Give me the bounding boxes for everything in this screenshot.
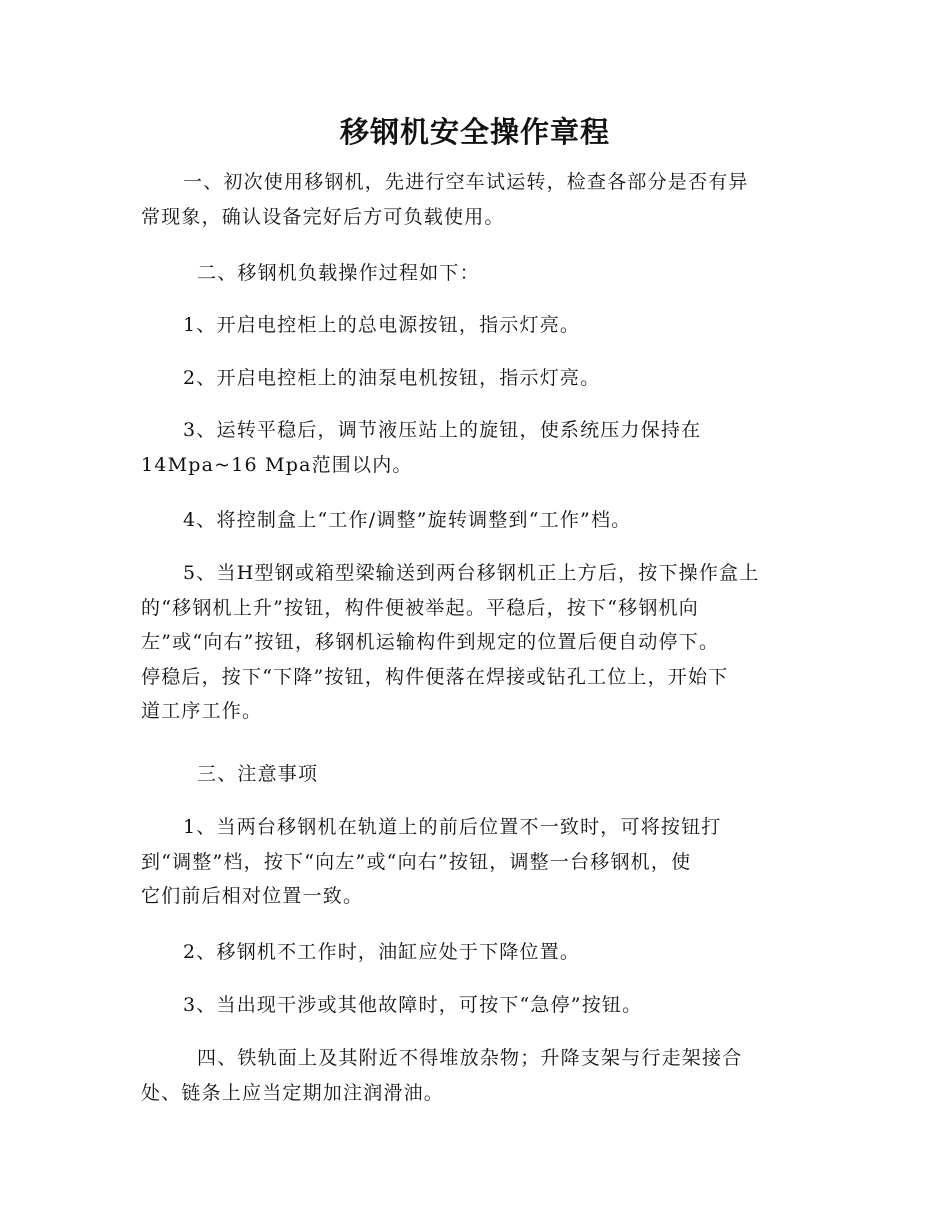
paragraph-12 [141,1041,813,1110]
paragraph-line: 停稳后，按下“下降”按钮，构件便落在焊接或钻孔工位上，开始下 [141,665,729,688]
paragraph-9 [141,810,813,914]
paragraph-line: 3、运转平稳后，调节液压站上的旋钮，使系统压力保持在 [183,419,702,441]
paragraph-line: 三、注意事项 [197,763,319,785]
paragraph-4 [141,361,813,396]
paragraph-line: 2、移钢机不工作时，油缸应处于下降位置。 [183,941,581,963]
paragraph-line: 14Mpa~16 Mpa范围以内。 [141,453,413,476]
paragraph-line: 常现象，确认设备完好后方可负载使用。 [141,205,505,228]
paragraph-10 [141,935,813,970]
paragraph-7 [141,556,813,729]
paragraph-line: 一、初次使用移钢机，先进行空车试运转，检查各部分是否有异 [183,171,749,193]
paragraph-2 [141,256,813,291]
paragraph-line: 二、移钢机负载操作过程如下： [197,262,480,284]
paragraph-line: 1、开启电控柜上的总电源按钮，指示灯亮。 [183,314,581,336]
paragraph-line: 到“调整”档，按下“向左”或“向右”按钮，调整一台移钢机，使 [141,850,692,873]
paragraph-line: 左”或“向右”按钮，移钢机运输构件到规定的位置后便自动停下。 [141,631,720,653]
paragraph-line: 4、将控制盒上“工作/调整”旋转调整到“工作”档。 [183,509,632,531]
paragraph-11 [141,988,813,1023]
document-title: 移钢机安全操作章程 [339,115,610,149]
paragraph-line: 道工序工作。 [141,700,263,722]
paragraph-line: 处、链条上应当定期加注润滑油。 [141,1081,445,1104]
paragraph-line: 1、当两台移钢机在轨道上的前后位置不一致时，可将按钮打 [183,816,722,838]
paragraph-1 [141,165,813,234]
paragraph-line: 四、铁轨面上及其附近不得堆放杂物；升降支架与行走架接合 [197,1047,743,1069]
paragraph-line: 5、当H型钢或箱型梁输送到两台移钢机正上方后，按下操作盒上 [183,562,760,584]
paragraph-5 [141,413,813,482]
paragraph-3 [141,308,813,343]
paragraph-line: 的“移钢机上升”按钮，构件便被举起。平稳后，按下“移钢机向 [141,596,699,619]
paragraph-line: 它们前后相对位置一致。 [141,885,364,907]
paragraph-line: 3、当出现干涉或其他故障时，可按下“急停”按钮。 [183,994,643,1016]
paragraph-line: 2、开启电控柜上的油泵电机按钮，指示灯亮。 [183,367,601,389]
paragraph-8 [141,757,813,792]
paragraph-6 [141,503,813,538]
